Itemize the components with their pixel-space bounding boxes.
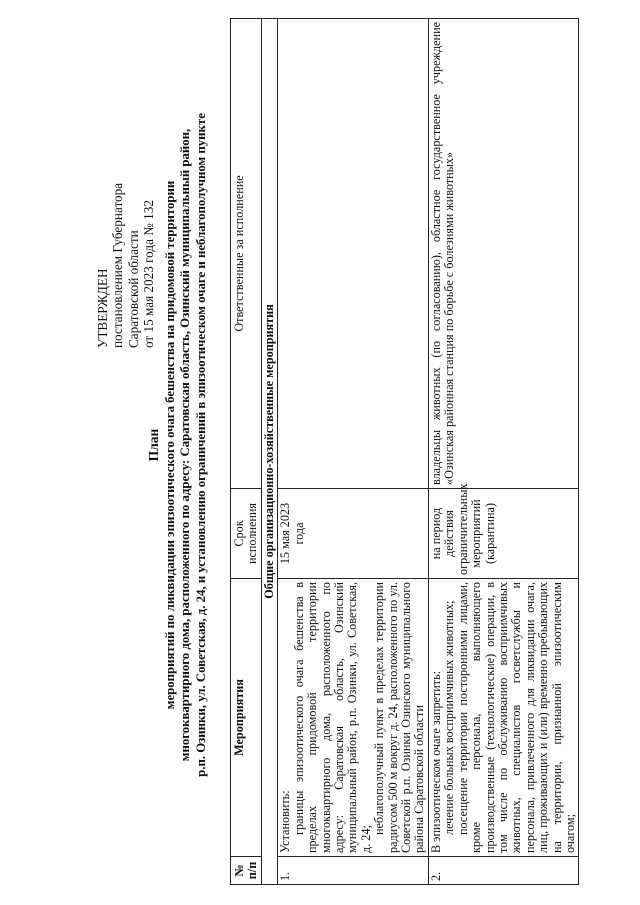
- measures-table: [230, 18, 579, 885]
- row-term: на период действия ограничительных мероприятий (карантина): [428, 489, 578, 579]
- section-title: Общие организационно-хозяйственные мероприятия: [262, 19, 278, 885]
- header-responsible: Ответственные за исполнение: [231, 19, 262, 489]
- header-term: Срок исполнения: [231, 489, 262, 579]
- measures-paragraph: неблагополучный пункт в пределах территории радиусом 500 м вокруг д. 24, расположенного по ул. Советской р.п. Озинки Озинского муниципального района Саратовской области: [372, 581, 427, 853]
- table-row: [428, 19, 578, 885]
- table-row: [278, 19, 428, 885]
- measures-paragraph: посещение территории посторонними лицами, кроме персонала, выполняющего производственные (технологические) операции, в том числе по обслуживанию восприимчивых животных, специалистов госветслужбы и персонала, привлеченного для ликвидации очага, лиц, проживающих и (или) временно пребывающих на территории, признанной эпизоотическим очагом;: [455, 582, 577, 853]
- measures-paragraph: границы эпизоотического очага бешенства в пределах придомовой территории многоквартирного дома, расположенного по адресу: Саратовская область, Озинский муниципальный район, р.п. Озинки, ул. Советская, д. 24;: [291, 582, 373, 853]
- title-plan: План: [146, 428, 161, 462]
- measures-paragraph: В эпизоотическом очаге запретить:: [428, 670, 443, 853]
- row-measures: [428, 579, 578, 857]
- measures-paragraph: Установить:: [278, 790, 293, 853]
- row-num: 1.: [278, 857, 428, 885]
- document-title: [146, 50, 209, 840]
- row-measures: [278, 579, 428, 857]
- header-measures: Мероприятия: [231, 579, 262, 857]
- title-line-1: мероприятий по ликвидации эпизоотического очага бешенства на придомовой территории: [162, 180, 177, 710]
- row-responsible: владельцы животных (по согласованию), областное государственное учреждение «Озинская районная станция по борьбе с болезнями животных»: [428, 19, 578, 489]
- measures-paragraph: лечение больных восприимчивых животных;: [442, 600, 457, 835]
- row-responsible: [278, 19, 428, 489]
- approval-line-3: Саратовской области: [125, 230, 141, 348]
- approval-line-4: от 15 мая 2023 года № 132: [141, 200, 157, 348]
- approval-line-2: постановлением Губернатора: [110, 182, 126, 348]
- table-header-row: [231, 19, 262, 885]
- header-num: № п/п: [231, 857, 262, 885]
- row-term: 15 мая 2023 года: [278, 489, 428, 579]
- title-line-2: многоквартирного дома, расположенного по адресу: Саратовская область, Озинский муниципальный район,: [178, 128, 193, 762]
- title-line-3: р.п. Озинки, ул. Советская, д. 24, и установлению ограничений в эпизоотическом очаге и неблагополучном пункте: [193, 113, 208, 777]
- approval-line-1: УТВЕРЖДЕН: [95, 268, 110, 348]
- section-row: [262, 19, 278, 885]
- row-num: 2.: [428, 857, 578, 885]
